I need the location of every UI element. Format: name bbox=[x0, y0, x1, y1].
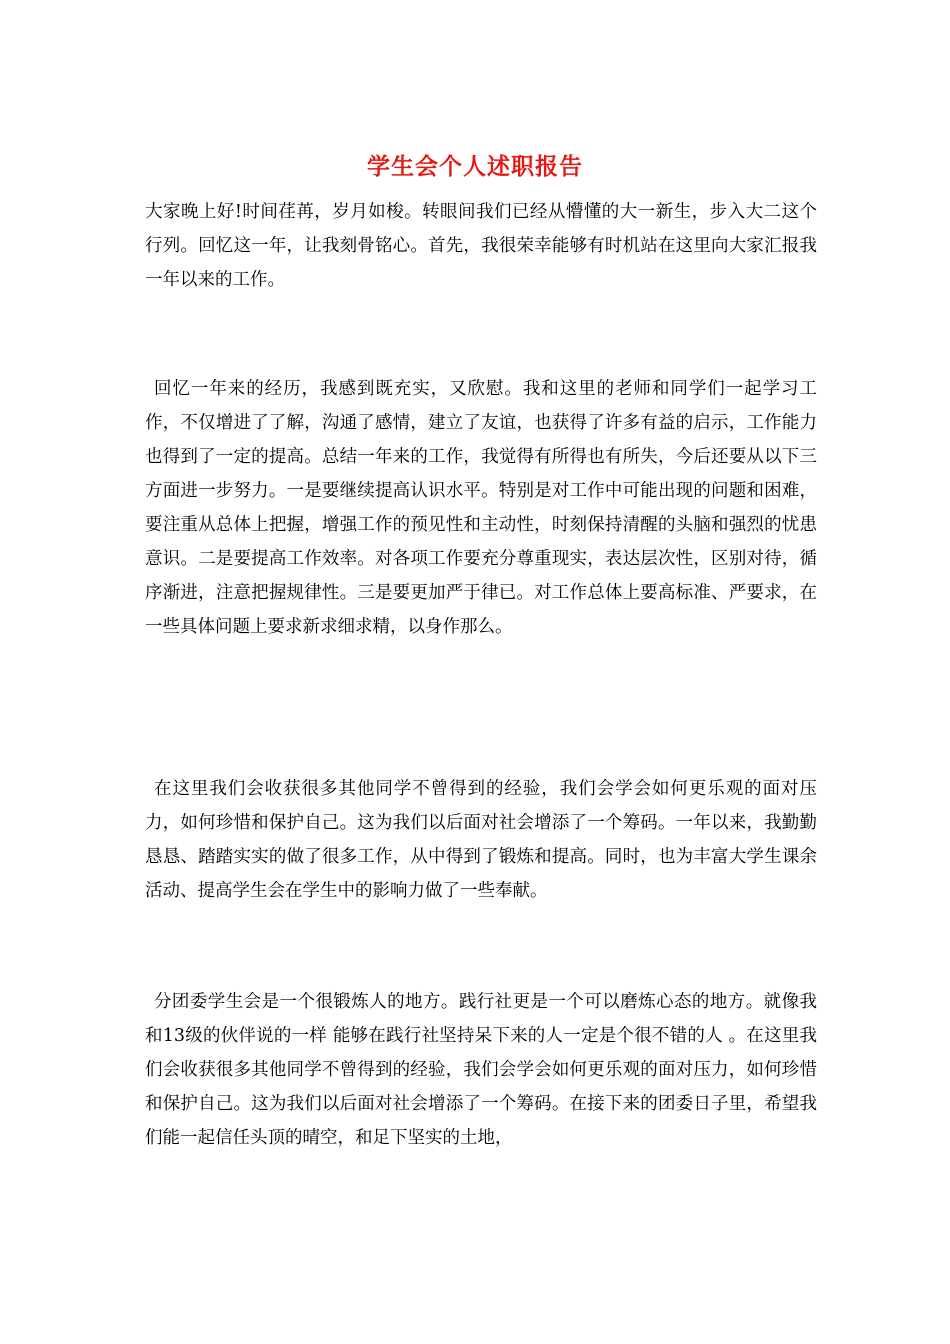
paragraph-union: 分团委学生会是一个很锻炼人的地方。践行社更是一个可以磨炼心态的地方。就像我和13级的伙伴说的一样 能够在践行社坚持呆下来的人一定是个很不错的人 。在这里我们会收获很多其他同学不曾得到的经验，我们会学会如何更乐观的面对压力，如何珍惜和保护自己。这为我们以后面对社会增添了一个筹码。在接下来的团委日子里，希望我们能一起信任头顶的晴空，和足下坚实的土地， bbox=[145, 992, 817, 1148]
document-title: 学生会个人述职报告 bbox=[367, 153, 583, 180]
paragraph-experience: 在这里我们会收获很多其他同学不曾得到的经验，我们会学会如何更乐观的面对压力，如何珍惜和保护自己。这为我们以后面对社会增添了一个筹码。一年以来，我勤勤恳恳、踏踏实实的做了很多工作，从中得到了锻炼和提高。同时，也为丰富大学生课余活动、提高学生会在学生中的影响力做了一些奉献。 bbox=[145, 779, 817, 901]
paragraph-intro: 大家晚上好!时间荏苒，岁月如梭。转眼间我们已经从懵懂的大一新生，步入大二这个行列。回忆这一年，让我刻骨铭心。首先，我很荣幸能够有时机站在这里向大家汇报我一年以来的工作。 bbox=[145, 202, 817, 290]
paragraph-reflection: 回忆一年来的经历，我感到既充实，又欣慰。我和这里的老师和同学们一起学习工作，不仅增进了了解，沟通了感情，建立了友谊，也获得了许多有益的启示，工作能力也得到了一定的提高。总结一年来的工作，我觉得有所得也有所失，今后还要从以下三方面进一步努力。一是要继续提高认识水平。特别是对工作中可能出现的问题和困难，要注重从总体上把握，增强工作的预见性和主动性，时刻保持清醒的头脑和强烈的忧患意识。二是要提高工作效率。对各项工作要充分尊重现实，表达层次性，区别对待，循序渐进，注意把握规律性。三是要更加严于律已。对工作总体上要高标准、严要求，在一些具体问题上要求新求细求精，以身作那么。 bbox=[145, 379, 817, 637]
